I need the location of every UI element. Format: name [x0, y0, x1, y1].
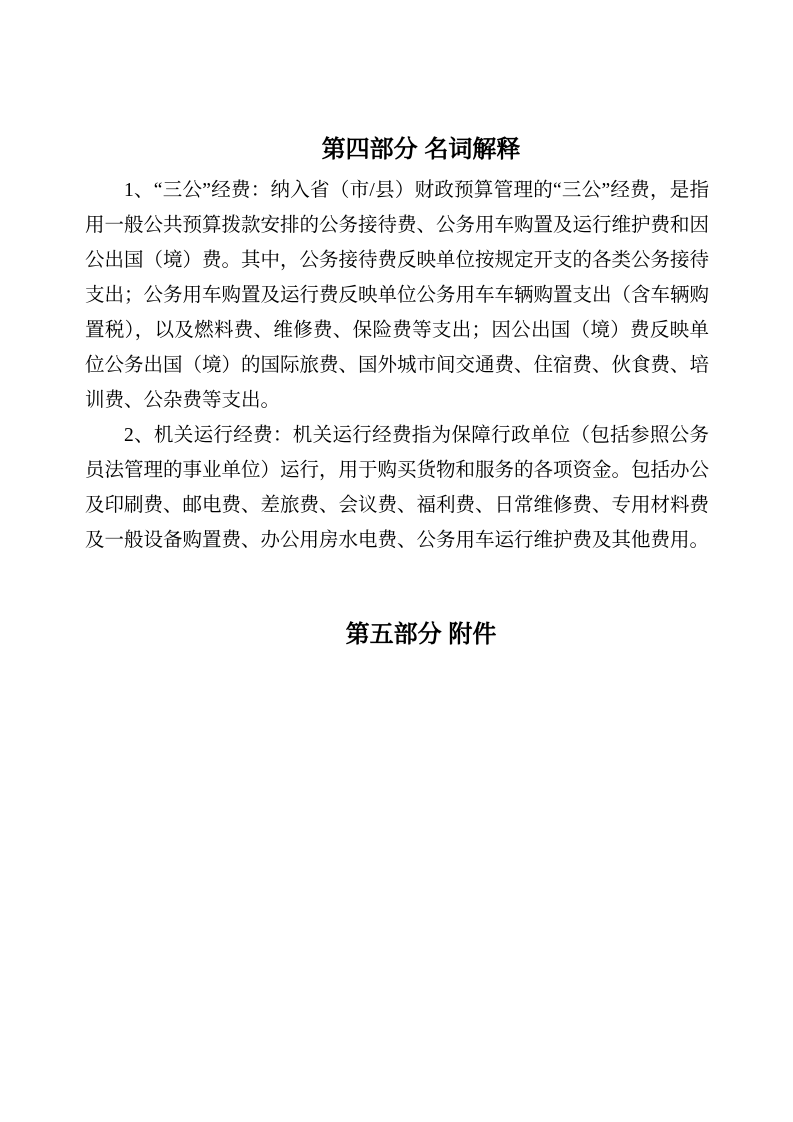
paragraph-agency-operating-funds: 2、机关运行经费：机关运行经费指为保障行政单位（包括参照公务员法管理的事业单位）运行，用于购买货物和服务的各项资金。包括办公及印刷费、邮电费、差旅费、会议费、福利费、日常维修费、专用材料费及一般设备购置费、办公用房水电费、公务用车运行维护费及其他费用。 [85, 425, 710, 551]
section-4-heading: 第四部分 名词解释 [321, 136, 521, 163]
section-5-heading: 第五部分 附件 [345, 621, 497, 648]
section-4-body [85, 173, 709, 558]
paragraph-sangong-funds: 1、“三公”经费：纳入省（市/县）财政预算管理的“三公”经费，是指用一般公共预算拨款安排的公务接待费、公务用车购置及运行维护费和因公出国（境）费。其中，公务接待费反映单位按规定开支的各类公务接待支出；公务用车购置及运行费反映单位公务用车车辆购置支出（含车辆购置税），以及燃料费、维修费、保险费等支出；因公出国（境）费反映单位公务出国（境）的国际旅费、国外城市间交通费、住宿费、伙食费、培训费、公杂费等支出。 [85, 180, 710, 411]
